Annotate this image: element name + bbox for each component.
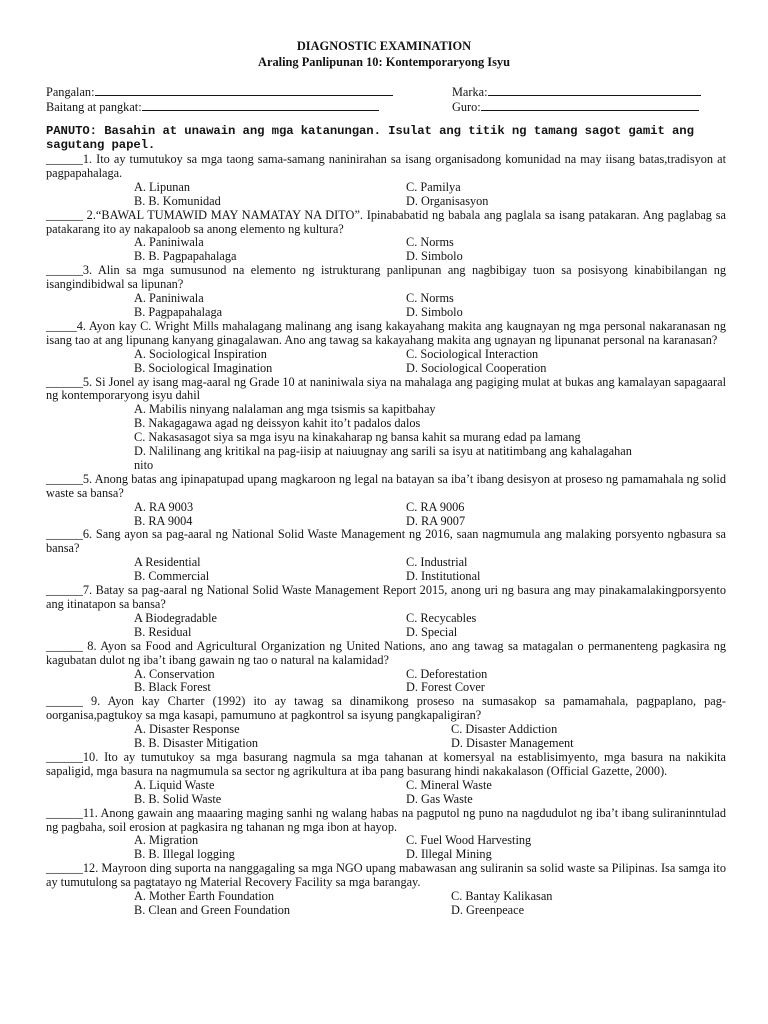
- choice-b[interactable]: B. Pagpapahalaga: [134, 304, 223, 319]
- choice-d[interactable]: D. Simbolo: [406, 304, 463, 319]
- choice-c[interactable]: C. Recycables: [406, 610, 477, 625]
- question-stem: ______7. Batay sa pag-aaral ng National Solid Waste Management Report 2015, anong uri ng basura ang may pinakamalakingporsyento ang itinatapon sa bansa?: [46, 583, 726, 611]
- question-stem: ______ 8. Ayon sa Food and Agricultural Organization ng United Nations, ano ang tawag sa matagalan o permanenteng pagkasira ng kagubatan dulot ng iba’t ibang gawain ng tao o natural na kalamidad?: [46, 638, 726, 667]
- question-7: [46, 584, 726, 640]
- exam-subtitle: Araling Panlipunan 10: Kontemporaryong Isyu: [258, 55, 510, 69]
- question-8: [46, 640, 726, 696]
- choice-d[interactable]: D. Nalilinang ang kritikal na pag-iisip at naiuugnay ang sarili sa isyu at natitimbang ang kahalagahan nito: [134, 444, 632, 472]
- teacher-field[interactable]: [481, 99, 699, 111]
- question-12: [46, 862, 726, 918]
- question-stem: _____4. Ayon kay C. Wright Mills mahalagang malinang ang isang kakayahang makita ang kaugnayan ng mga personal nakaranasan ng isang tao at ang lipunang kanyang ginagalawan. Ano ang tawag sa kakayahang makita ang ugnayan ng lipunanat personal na karanasan?: [46, 318, 726, 347]
- question-list: [46, 153, 726, 918]
- choice-group: [134, 668, 726, 696]
- choice-list: [134, 403, 726, 473]
- question-stem: ______10. Ito ay tumutukoy sa mga basurang nagmula sa mga tahanan at komersyal na establisimyento, mga basura na nakikita sapaligid, mga basura na nagmumula sa sector ng agrikultura at iba pang basurang hindi nakakalason (Official Gazette, 2000).: [46, 749, 726, 778]
- question-stem: ______5. Anong batas ang ipinapatupad upang magkaroon ng legal na batayan sa iba’t ibang desisyon at proseso ng pamamahala ng solid waste sa bansa?: [46, 471, 726, 500]
- choice-d[interactable]: D. Special: [406, 624, 458, 639]
- student-info-fields: [46, 84, 726, 113]
- choice-d[interactable]: D. Simbolo: [406, 249, 463, 264]
- choice-b[interactable]: B. Residual: [134, 624, 192, 639]
- choice-c[interactable]: C. Disaster Addiction: [451, 722, 558, 737]
- choice-group: [134, 612, 726, 640]
- choice-group: [134, 556, 726, 584]
- choice-b[interactable]: B. B. Illegal logging: [134, 847, 235, 862]
- choice-c[interactable]: C. Deforestation: [406, 666, 488, 681]
- choice-a[interactable]: A Biodegradable: [134, 610, 217, 625]
- question-stem: ______ 9. Ayon kay Charter (1992) ito ay tawag sa dinamikong proseso na sumasakop sa pamamahala, pagpaplano, pag-oorganisa,pagtukoy sa mga kasapi, pamumuno at pagkontrol sa isyung pangkapaligiran?: [46, 694, 726, 723]
- choice-a[interactable]: A. Sociological Inspiration: [134, 346, 267, 361]
- question-stem: ______ 2.“BAWAL TUMAWID MAY NAMATAY NA DITO”. Ipinababatid ng babala ang paglala sa isang patakaran. Ang paglabag sa patakarang ito ay nakapaloob sa anong elemento ng kultura?: [46, 207, 726, 236]
- choice-group: [134, 501, 726, 529]
- name-field[interactable]: [95, 84, 393, 96]
- choice-c[interactable]: C. Norms: [406, 291, 454, 306]
- choice-c[interactable]: C. RA 9006: [406, 499, 465, 514]
- choice-a[interactable]: A. Disaster Response: [134, 722, 240, 737]
- choice-group: [134, 236, 726, 264]
- question-stem: ______1. Ito ay tumutukoy sa mga taong sama-samang naninirahan sa isang organisadong komunidad na may iisang batas,tradisyon at pagpapahalaga.: [46, 152, 726, 180]
- question-10: [46, 751, 726, 807]
- choice-group: [134, 890, 726, 918]
- question-5a: [46, 376, 726, 473]
- choice-group: [134, 181, 726, 209]
- choice-b[interactable]: B. Nakagagawa agad ng deissyon kahit ito’t padalos dalos: [134, 416, 421, 431]
- choice-a[interactable]: A. Mother Earth Foundation: [134, 889, 275, 904]
- question-2: [46, 209, 726, 265]
- question-4: [46, 320, 726, 376]
- question-stem: ______12. Mayroon ding suporta na nanggagaling sa mga NGO upang mabawasan ang suliranin sa solid waste sa Pilipinas. Isa samga ito ay tumutulong sa pagtatayo ng Material Recovery Facility sa mga barangay.: [46, 861, 726, 890]
- choice-b[interactable]: B. RA 9004: [134, 513, 193, 528]
- choice-d[interactable]: D. Disaster Management: [451, 736, 574, 751]
- choice-a[interactable]: A. RA 9003: [134, 499, 194, 514]
- choice-b[interactable]: B. B. Pagpapahalaga: [134, 249, 237, 264]
- choice-a[interactable]: A Residential: [134, 555, 201, 570]
- question-stem: ______5. Si Jonel ay isang mag-aaral ng Grade 10 at naniniwala siya na mahalaga ang pagiging mulat at bukas ang kamalayan sapagaaral ng kontemporaryong isyu dahil: [46, 374, 726, 403]
- choice-c[interactable]: C. Industrial: [406, 555, 468, 570]
- choice-group: [134, 834, 726, 862]
- choice-group: [134, 292, 726, 320]
- instructions: PANUTO: Basahin at unawain ang mga katanungan. Isulat ang titik ng tamang sagot gamit ang sagutang papel.: [46, 124, 694, 152]
- score-label: Marka:: [452, 85, 488, 99]
- choice-d[interactable]: D. Institutional: [406, 569, 481, 584]
- choice-d[interactable]: D. Sociological Cooperation: [406, 360, 547, 375]
- choice-d[interactable]: D. Organisasyon: [406, 193, 489, 208]
- choice-d[interactable]: D. Greenpeace: [451, 902, 525, 917]
- score-field[interactable]: [488, 84, 701, 96]
- choice-b[interactable]: B. B. Disaster Mitigation: [134, 736, 258, 751]
- choice-d[interactable]: D. Gas Waste: [406, 791, 473, 806]
- choice-a[interactable]: A. Paniniwala: [134, 291, 204, 306]
- choice-c[interactable]: C. Mineral Waste: [406, 777, 492, 792]
- choice-c[interactable]: C. Sociological Interaction: [406, 346, 539, 361]
- choice-b[interactable]: B. Sociological Imagination: [134, 360, 273, 375]
- choice-b[interactable]: B. B. Solid Waste: [134, 791, 222, 806]
- name-label: Pangalan:: [46, 85, 95, 99]
- choice-d[interactable]: D. Illegal Mining: [406, 847, 492, 862]
- choice-d[interactable]: D. Forest Cover: [406, 680, 485, 695]
- choice-c[interactable]: C. Fuel Wood Harvesting: [406, 833, 532, 848]
- choice-a[interactable]: A. Liquid Waste: [134, 777, 215, 792]
- choice-b[interactable]: B. Black Forest: [134, 680, 211, 695]
- choice-group: [134, 779, 726, 807]
- question-stem: ______11. Anong gawain ang maaaring maging sanhi ng walang habas na pagputol ng puno na nagdudulot ng iba’t ibang suliraninntulad ng pagbaha, soil erosion at pagkasira ng tahanan ng mga ibon at hayop.: [46, 805, 726, 834]
- question-6: [46, 528, 726, 584]
- exam-title: DIAGNOSTIC EXAMINATION: [296, 39, 472, 53]
- teacher-label: Guro:: [452, 99, 481, 114]
- choice-c[interactable]: C. Norms: [406, 235, 454, 250]
- grade-label: Baitang at pangkat:: [46, 99, 142, 114]
- choice-a[interactable]: A. Lipunan: [134, 179, 191, 194]
- choice-b[interactable]: B. Clean and Green Foundation: [134, 902, 291, 917]
- choice-group: [134, 723, 726, 751]
- grade-field[interactable]: [142, 99, 379, 111]
- choice-c[interactable]: C. Bantay Kalikasan: [451, 889, 553, 904]
- question-stem: ______6. Sang ayon sa pag-aaral ng National Solid Waste Management ng 2016, saan nagmumula ang malaking porsyento ngbasura sa bansa?: [46, 527, 726, 556]
- question-5b: [46, 473, 726, 529]
- question-11: [46, 807, 726, 863]
- choice-b[interactable]: B. B. Komunidad: [134, 193, 221, 208]
- choice-group: [134, 348, 726, 376]
- question-9: [46, 695, 726, 751]
- choice-a[interactable]: A. Paniniwala: [134, 235, 204, 250]
- question-3: [46, 264, 726, 320]
- question-1: [46, 153, 726, 209]
- choice-c[interactable]: C. Nakasasagot siya sa mga isyu na kinakaharap ng bansa kahit sa murang edad pa lamang: [134, 430, 581, 445]
- choice-c[interactable]: C. Pamilya: [406, 179, 461, 194]
- choice-a[interactable]: A. Migration: [134, 833, 199, 848]
- choice-b[interactable]: B. Commercial: [134, 569, 210, 584]
- choice-a[interactable]: A. Mabilis ninyang nalalaman ang mga tsismis sa kapitbahay: [134, 402, 436, 417]
- choice-a[interactable]: A. Conservation: [134, 666, 215, 681]
- choice-d[interactable]: D. RA 9007: [406, 513, 466, 528]
- question-stem: ______3. Alin sa mga sumusunod na elemento ng istrukturang panlipunan ang nagbibigay tuon sa posisyong kinabibilangan ng isangindibidwal sa lipunan?: [46, 263, 726, 292]
